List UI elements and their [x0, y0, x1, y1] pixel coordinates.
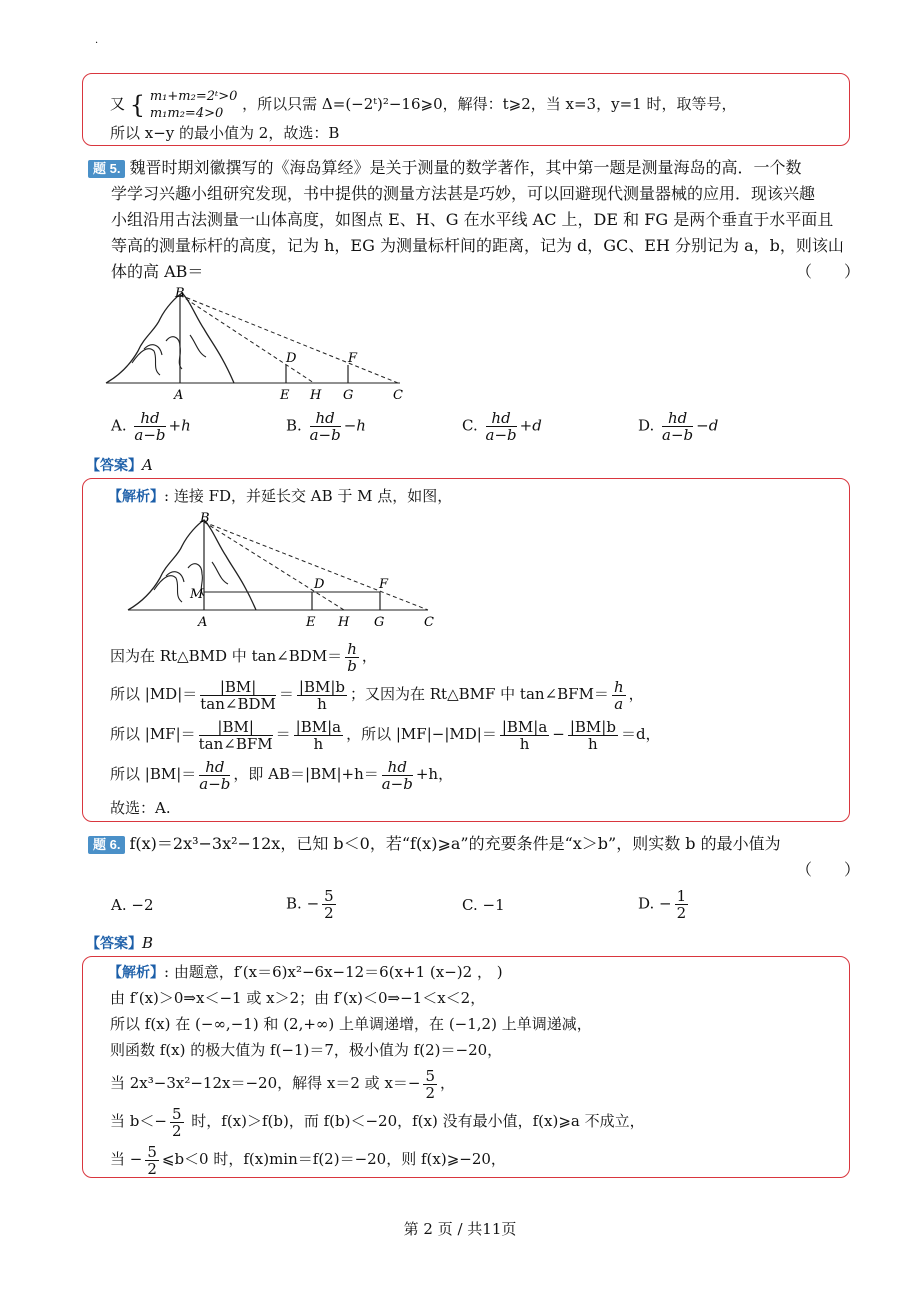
sol6-line-3: 则函数 f(x) 的极大值为 f(−1)＝7，极小值为 f(2)＝−20，: [110, 1041, 503, 1059]
q6-paren: （ ）: [796, 860, 861, 879]
label-g: G: [343, 388, 354, 403]
q6-line-1: 题 6. f(x)＝2x³−3x²−12x，已知 b＜0，若“f(x)⩾a”的充要条件是“x＞b”，则实数 b 的最小值为: [88, 834, 781, 854]
sol5-line-5: 故选：A.: [110, 799, 171, 817]
label-d: D: [286, 351, 297, 366]
svg-text:A: A: [198, 615, 208, 630]
sol6-line-2: 所以 f(x) 在 (−∞,−1) 和 (2,+∞) 上单调递增，在 (−1,2) 上单调递减，: [110, 1015, 592, 1033]
q5-option-c[interactable]: C. $\frac{hd}{a-b}$ +d: [462, 409, 542, 444]
q5-line-5: 体的高 AB＝: [111, 262, 204, 281]
sol5-line-2: 所以 |MD|＝ $\frac{|BM|}{\text{tan∠BDM}}$ ＝ $\frac{|BM|b}{h}$ ；又因为在 Rt△BMF 中 tan∠BFM＝ $\frac{h}{a}$ ，: [110, 677, 644, 713]
svg-text:M: M: [190, 587, 204, 602]
q6-option-a[interactable]: A. −2: [111, 896, 154, 914]
sol5-line-4: 所以 |BM|＝ $\frac{hd}{a-b}$ ，即 AB＝|BM|+h＝ $\frac{hd}{a-b}$ +h，: [110, 757, 454, 793]
sol6-line-1: 由 f′(x)＞0⇒x＜−1 或 x＞2；由 f′(x)＜0⇒−1＜x＜2，: [110, 989, 486, 1007]
label-e: E: [280, 388, 290, 403]
sol6-line-6: 当 − $\frac{5}{2}$ ⩽b＜0 时，f(x)min＝f(2)＝−20，则 f(x)⩾−20，: [110, 1142, 506, 1178]
q5-line-2: 学学习兴趣小组研究发现，书中提供的测量方法甚是巧妙，可以回避现代测量器械的应用．现该兴趣: [111, 184, 816, 203]
top-mark: ·: [95, 38, 99, 49]
question-tag: 题 6.: [88, 836, 125, 854]
q6-option-d[interactable]: D. − $\frac{1}{2}$: [638, 887, 687, 922]
sight-line-c: [180, 295, 398, 383]
q5-option-b[interactable]: B. $\frac{hd}{a-b}$ −h: [286, 409, 366, 444]
label-b: B: [175, 286, 185, 301]
q5-answer: 【答案】A: [86, 456, 153, 474]
mountain-figure: [100, 285, 420, 405]
label-h: H: [310, 388, 322, 403]
box1-line1: 又 { m₁+m₂=2ᵗ>0 m₁m₂=4>0 ，所以只需 Δ=(−2ᵗ)²−16⩾0，解得：t⩾2，当 x=3，y=1 时，取等号，: [110, 89, 737, 121]
svg-text:E: E: [306, 615, 316, 630]
label-f: F: [348, 351, 358, 366]
label-c: C: [393, 388, 403, 403]
q6-answer: 【答案】B: [86, 934, 154, 952]
svg-text:F: F: [379, 577, 389, 592]
mountain-figure-2: [122, 508, 442, 632]
sol6-line-4: 当 2x³−3x²−12x＝−20，解得 x＝2 或 x＝− $\frac{5}{2}$ ，: [110, 1066, 456, 1102]
q5-option-d[interactable]: D. $\frac{hd}{a-b}$ −d: [638, 409, 719, 444]
sol6-line-0: 【解析】: 由题意，f′(x＝6)x²−6x−12＝6(x+1 (x−)2 ， ): [108, 963, 503, 981]
sol5-line-1: 因为在 Rt△BMD 中 tan∠BDM＝ $\frac{h}{b}$ ，: [110, 639, 377, 675]
q5-line-3: 小组沿用古法测量一山体高度，如图点 E、H、G 在水平线 AC 上，DE 和 FG 是两个垂直于水平面且: [111, 210, 834, 229]
sight-line-h: [180, 295, 314, 383]
q6-option-b[interactable]: B. − $\frac{5}{2}$: [286, 887, 334, 922]
q5-paren: （ ）: [796, 262, 861, 281]
question-tag: 题 5.: [88, 160, 125, 178]
sol6-line-5: 当 b＜− $\frac{5}{2}$ 时，f(x)＞f(b)，而 f(b)＜−20，f(x) 没有最小值，f(x)⩾a 不成立，: [110, 1104, 645, 1140]
svg-text:G: G: [374, 615, 385, 630]
svg-text:C: C: [424, 615, 434, 630]
q5-line-1: 题 5. 魏晋时期刘徽撰写的《海岛算经》是关于测量的数学著作，其中第一题是测量海岛的高．一个数: [88, 158, 801, 178]
svg-text:D: D: [314, 577, 325, 592]
sol5-line-3: 所以 |MF|＝ $\frac{|BM|}{\text{tan∠BFM}}$ ＝ $\frac{|BM|a}{h}$ ，所以 |MF|−|MD|＝ $\frac{|BM|a}{h}$ − $\frac{|BM|b}{h}$ ＝d，: [110, 717, 661, 753]
sol5-intro: 【解析】: 连接 FD，并延长交 AB 于 M 点，如图，: [108, 487, 453, 505]
q5-line-4: 等高的测量标杆的高度，记为 h，EG 为测量标杆间的距离，记为 d，GC、EH 分别记为 a，b，则该山: [111, 236, 844, 255]
svg-text:B: B: [200, 511, 210, 526]
page-footer: 第 2 页 / 共11页: [403, 1220, 517, 1238]
box1-line2: 所以 x−y 的最小值为 2，故选：B: [110, 124, 340, 142]
q5-option-a[interactable]: A. $\frac{hd}{a-b}$ +h: [111, 409, 191, 444]
q6-option-c[interactable]: C. −1: [462, 896, 505, 914]
svg-text:H: H: [338, 615, 350, 630]
label-a: A: [174, 388, 184, 403]
mountain-outline: [106, 293, 234, 383]
